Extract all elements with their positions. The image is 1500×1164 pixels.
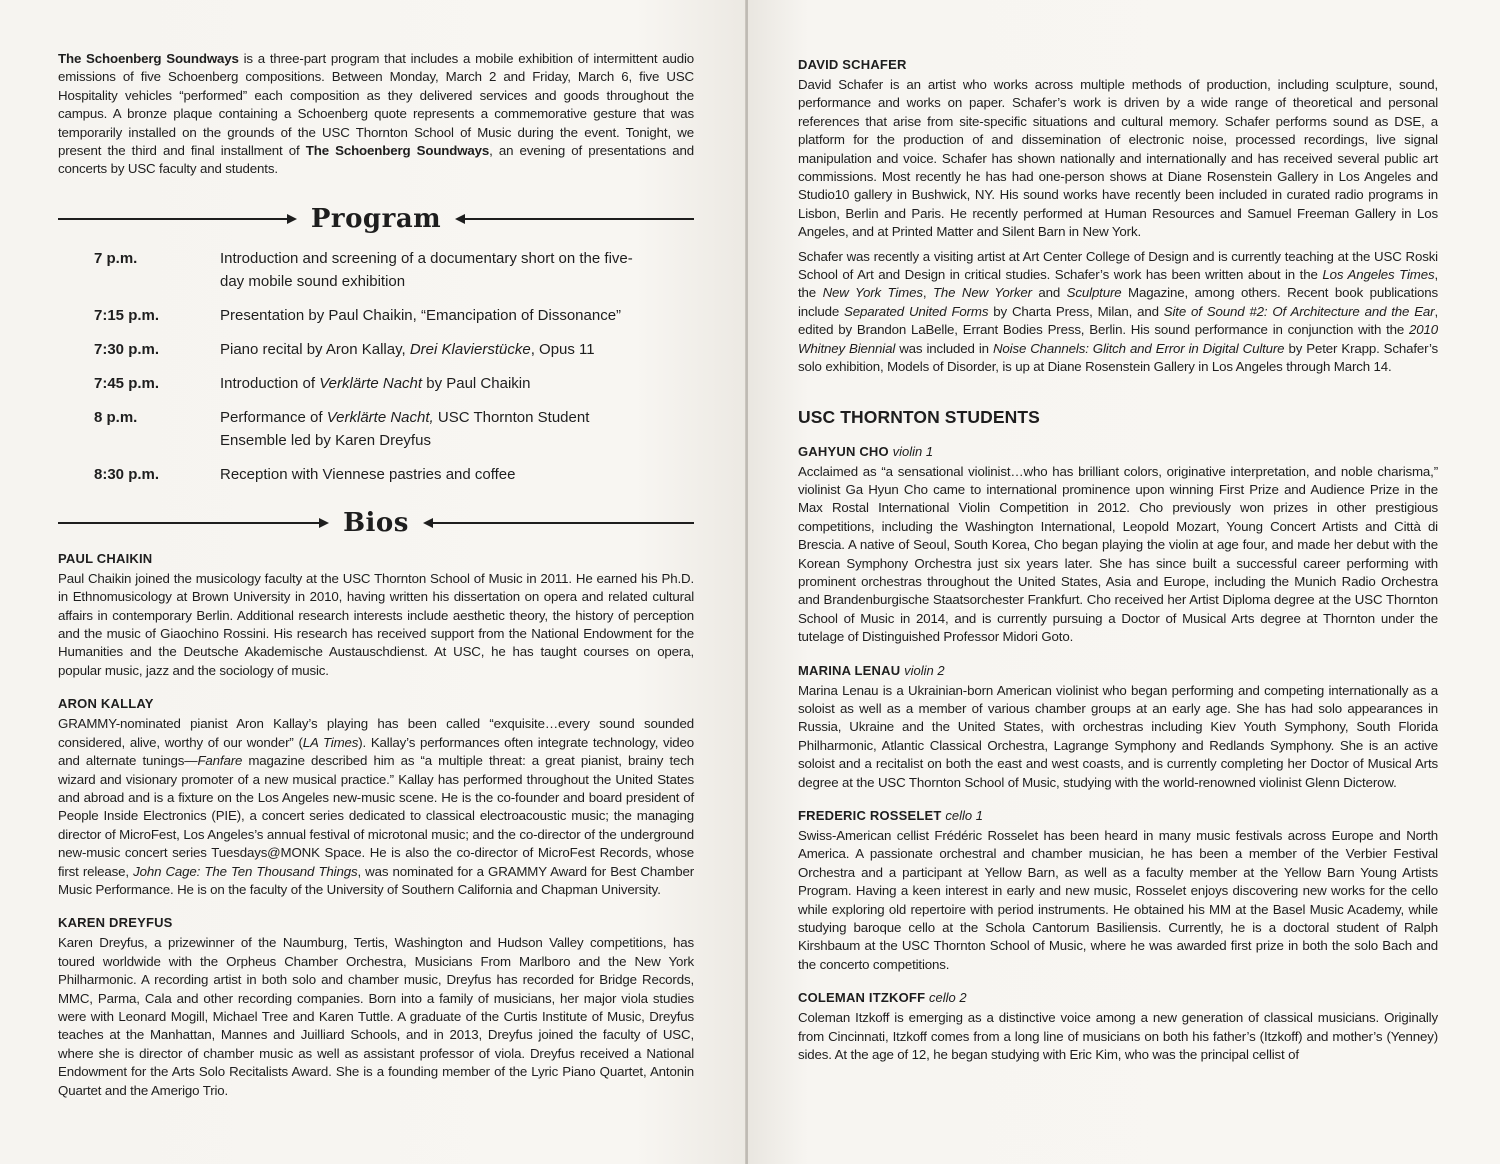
bio-text-italic: Site of Sound #2: Of Architecture and the Ear xyxy=(1163,303,1435,319)
program-desc-title: Verklärte Nacht xyxy=(319,374,423,392)
bio-coleman-itzkoff xyxy=(798,990,1438,1064)
bio-text xyxy=(58,715,694,899)
program-desc xyxy=(220,372,694,406)
bio-name: COLEMAN ITZKOFF xyxy=(798,990,926,1006)
bio-name-line xyxy=(798,663,1438,678)
bio-text-part: , edited by Brandon LaBelle, Errant Bodies Press, Berlin. His sound performance in conjunction with the xyxy=(798,303,1438,338)
bio-text: Marina Lenau is a Ukrainian-born American violinist who began performing and competing internationally as a soloist as well as a member of various chamber groups at an early age. She has had solo appearances in Russia, Ukraine and the United States, with orchestras including Kiev Youth Symphony, South Florida Philharmonic, Atlantic Classical Orchestra, Lagrange Symphony and Redlands Symphony. She is an active soloist and a recitalist on both the east and west coasts, and is currently completing her Doctor of Musical Arts degree at the USC Thornton School of Music, studying with the world-renowned violinist Glenn Dicterow. xyxy=(798,682,1438,790)
program-desc-title: Verklärte Nacht, xyxy=(326,408,434,426)
bio-name-line xyxy=(798,990,1438,1005)
bio-text-part: Schafer was recently a visiting artist at Art Center College of Design and is currently teaching at the USC Roski School of Art and Design in critical studies. Schafer’s work has been written about in the xyxy=(798,248,1438,283)
bio-name: KAREN DREYFUS xyxy=(58,915,173,931)
bio-text: Acclaimed as “a sensational violinist…who has brilliant colors, originative interpretation, and noble charisma,” violinist Ga Hyun Cho came to international prominence upon winning First Prize and Audience Prize in the Max Rostal International Violin Competition in 2012. Cho previously won prizes in other prestigious competitions, including the Washington International, Leopold Mozart, Young Concert Artists and Città di Brescia. A native of Seoul, South Korea, Cho began playing the violin at age four, and made her debut with the Korean Symphony Orchestra just six years later. She has since built a successful career performing with prominent orchestras throughout the United States, Asia and Europe, including the Munich Radio Orchestra and Brandenburgische Staatsorchester Frankfurt. Cho received her Artist Diploma degree at the USC Thornton School of Music in 2014, and is currently pursuing a Doctor of Musical Arts degree at Thornton under the tutelage of Distinguished Professor Midori Goto. xyxy=(798,463,1438,645)
program-row xyxy=(58,463,694,497)
program-desc xyxy=(220,338,694,372)
bio-text-italic: 2010 Whitney Biennial xyxy=(798,322,1438,356)
rule-left xyxy=(58,522,327,524)
bios-heading-rule xyxy=(58,501,694,545)
left-page xyxy=(0,0,746,1164)
bio-text-italic: Fanfare xyxy=(197,753,243,769)
bio-aron-kallay xyxy=(58,696,694,899)
program-row xyxy=(58,406,694,463)
bio-name: DAVID SCHAFER xyxy=(798,57,907,72)
program-desc-text: by Paul Chaikin xyxy=(422,374,531,392)
bio-text-part: magazine described him as “a multiple threat: a great pianist, brainy tech wizard and visionary promoter of a new musical practice.” Kallay has performed throughout the United States and abroad and is a fixture on the Los Angeles new-music scene. He is the co-founder and board president of People Inside Electronics (PIE), a concert series dedicated to classical electroacoustic music; the managing director of MicroFest, Los Angeles’s annual festival of microtonal music; and the co-director of the underground new-music concert series Tuesdays@MONK Space. He is also the co-director of MicroFest Records, whose first release, xyxy=(58,753,694,879)
program-desc-text: , Opus 11 xyxy=(530,340,595,358)
bio-david-schafer xyxy=(798,57,1438,377)
program-desc: Presentation by Paul Chaikin, “Emancipation of Dissonance” xyxy=(220,306,622,324)
program-time: 8 p.m. xyxy=(94,408,138,426)
program-heading-rule xyxy=(58,197,694,241)
bio-role: cello 2 xyxy=(929,990,967,1006)
bio-name-line xyxy=(798,808,1438,823)
bio-text-italic: Noise Channels: Glitch and Error in Digital Culture xyxy=(992,340,1285,356)
bio-text: Karen Dreyfus, a prizewinner of the Naumburg, Tertis, Washington and Hudson Valley competitions, has toured worldwide with the Orpheus Chamber Orchestra, Musicians From Marlboro and the New York Philharmonic. A recording artist in both solo and chamber music, Dreyfus has recorded for Bridge Records, MMC, Parma, Cala and other recording companies. Born into a family of musicians, her major viola studies were with Leonard Mogill, Michael Tree and Karen Tuttle. A graduate of the Curtis Institute of Music, Dreyfus teaches at the Manhattan, Mannes and Juilliard Schools, and in 2013, Dreyfus joined the faculty of USC, where she is director of chamber music as well as assistant professor of viola. Dreyfus received a National Endowment for the Arts Solo Recitalists Award. She is a founding member of the Lyric Piano Quartet, Antonin Quartet and the Amerigo Trio. xyxy=(58,935,694,1098)
bio-text: Paul Chaikin joined the musicology faculty at the USC Thornton School of Music in 2011. He earned his Ph.D. in Ethnomusicology at Brown University in 2010, having written his dissertation on opera and related cultural affairs in contemporary Berlin. Additional research interests include aesthetic theory, the history of perception and the music of Giaochino Rossini. His research has received support from the National Endowment for the Humanities and the Deutsche Akademische Austauschdienst. At USC, he has taught courses on opera, popular music, jazz and the sociology of music. xyxy=(58,570,694,678)
bio-text-part: , xyxy=(922,285,933,301)
bio-name: MARINA LENAU xyxy=(798,662,901,678)
bio-marina-lenau xyxy=(798,663,1438,792)
bio-text-italic: John Cage: The Ten Thousand Things xyxy=(133,863,358,879)
right-page xyxy=(748,0,1500,1164)
intro-lead: The Schoenberg Soundways xyxy=(58,51,239,66)
bio-name: ARON KALLAY xyxy=(58,696,154,712)
bio-role: cello 1 xyxy=(945,808,983,823)
intro-lead-2: The Schoenberg Soundways xyxy=(305,143,490,159)
bio-text-italic: LA Times xyxy=(302,734,359,750)
rule-right xyxy=(425,522,694,524)
bio-name: PAUL CHAIKIN xyxy=(58,550,153,566)
program-row xyxy=(58,338,694,372)
bio-text-italic: Los Angeles Times xyxy=(1322,267,1435,283)
bio-paul-chaikin xyxy=(58,551,694,680)
bio-name-line xyxy=(798,444,1438,459)
program-desc: Introduction and screening of a documentary short on the five-day mobile sound exhibition xyxy=(220,249,633,290)
rule-right xyxy=(457,218,694,220)
program-row xyxy=(58,247,694,304)
bio-text-italic: Separated United Forms xyxy=(844,303,989,319)
bio-gahyun-cho xyxy=(798,444,1438,647)
bio-text-part: Magazine, among others. Recent book publications include xyxy=(798,285,1439,319)
program-time: 8:30 p.m. xyxy=(94,465,160,483)
program-desc xyxy=(220,406,694,463)
bio-karen-dreyfus xyxy=(58,915,694,1100)
students-heading: USC THORNTON STUDENTS xyxy=(798,406,1040,427)
bio-role: violin 2 xyxy=(904,662,945,678)
program-time: 7:45 p.m. xyxy=(94,374,160,392)
bio-text xyxy=(798,248,1438,377)
program-schedule xyxy=(58,247,694,497)
bios-heading: Bios xyxy=(343,507,409,538)
program-desc-text: Piano recital by Aron Kallay, xyxy=(220,340,410,358)
bio-text-part: GRAMMY-nominated pianist Aron Kallay’s playing has been called “exquisite…every sound sounded considered, alive, worthy of our wonder” ( xyxy=(58,716,694,750)
bio-name: GAHYUN CHO xyxy=(798,443,889,459)
intro-text-2: , an evening of presentations and concerts by USC faculty and students. xyxy=(58,143,695,177)
bio-text-italic: New York Times xyxy=(822,285,923,301)
program-desc-text: USC Thornton Student Ensemble led by Karen Dreyfus xyxy=(220,408,590,449)
intro-text-1: is a three-part program that includes a mobile exhibition of intermittent audio emissions of five Schoenberg compositions. Between Monday, March 2 and Friday, March 6, five USC Hospitality vehicles “performed” each composition as they delivered services and goods throughout the campus. A bronze plaque containing a Schoenberg quote represents a commemorative gesture that was temporarily installed on the grounds of the USC Thornton School of Music during the event. Tonight, we present the third and final installment of xyxy=(58,51,694,159)
program-time: 7 p.m. xyxy=(94,249,138,267)
bio-text-italic: Sculpture xyxy=(1066,285,1122,301)
bio-text: Coleman Itzkoff is emerging as a distinctive voice among a new generation of classical musicians. Originally from Cincinnati, Itzkoff comes from a long line of musicians on both his father’s (Itzkoff) and mother’s (Yenney) sides. At the age of 12, he began studying with Eric Kim, who was the principal cellist of xyxy=(798,1010,1438,1063)
program-time: 7:15 p.m. xyxy=(94,306,160,324)
bio-text-part: by Peter Krapp. Schafer’s solo exhibition, Models of Disorder, is up at Diane Rosenstein Gallery in Los Angeles through March 14. xyxy=(798,340,1439,375)
program-row xyxy=(58,372,694,406)
bio-text-part: was included in xyxy=(895,340,993,356)
bio-frederic-rosselet xyxy=(798,808,1438,974)
bio-role: violin 1 xyxy=(892,443,934,459)
program-time: 7:30 p.m. xyxy=(94,340,160,358)
bio-name: FREDERIC ROSSELET xyxy=(798,808,942,823)
bio-text: David Schafer is an artist who works across multiple methods of production, including sculpture, sound, performance and works on paper. Schafer’s work is driven by a wide range of theoretical and personal references that arise from site-specific situations and cultural memory. Schafer performs sound as DSE, a platform for the production of and dissemination of electronic noise, processed recordings, live signal manipulation and voice. Schafer has shown nationally and internationally and has received several public art commissions. Most recently he has had one-person shows at Diane Rosenstein Gallery in Los Angeles and Studio10 gallery in Bushwick, NY. His sound works have recently been included in curated radio programs in Lisbon, Berlin and Paris. He recently performed at Human Resources and Samuel Freeman Gallery in Los Angeles, and at Printed Matter and Silent Barn in New York. xyxy=(798,77,1438,240)
program-desc: Reception with Viennese pastries and coffee xyxy=(220,465,516,483)
program-row xyxy=(58,304,694,338)
rule-left xyxy=(58,218,295,220)
bio-text-part: , was nominated for a GRAMMY Award for Best Chamber Music Performance. He is on the faculty of the University of Southern California and Chapman University. xyxy=(58,863,694,897)
program-desc-text: Introduction of xyxy=(220,374,320,392)
program-desc-title: Drei Klavierstücke xyxy=(409,340,531,358)
program-heading: Program xyxy=(310,203,442,234)
program-desc-text: Performance of xyxy=(220,408,327,426)
bio-text-part: and xyxy=(1031,285,1067,301)
bio-text-part: , the xyxy=(798,267,1438,301)
bio-text-part: by Charta Press, Milan, and xyxy=(988,303,1164,319)
bio-text-part: ). Kallay’s performances often integrate technology, video and alternate tunings— xyxy=(58,734,695,769)
intro-paragraph xyxy=(58,50,694,179)
bio-text: Swiss-American cellist Frédéric Rosselet has been heard in many music festivals across Europe and North America. A passionate orchestral and chamber musician, he has been a member of the Verbier Festival Orchestra and a participant at Yellow Barn, as well as a faculty member at the Yellow Barn Young Artists Program. Having a keen interest in early and new music, Rosselet enjoys discovering new works for the cello while exploring old repertoire with period instruments. He obtained his MM at the Basel Music Academy, while studying baroque cello at the Schola Cantorum Basiliensis. Currently, he is a doctoral student of Ralph Kirshbaum at the USC Thornton School of Music, where he was awarded first prize in both the solo Bach and the concerto competitions. xyxy=(798,828,1438,972)
bio-text-italic: The New Yorker xyxy=(932,285,1032,301)
